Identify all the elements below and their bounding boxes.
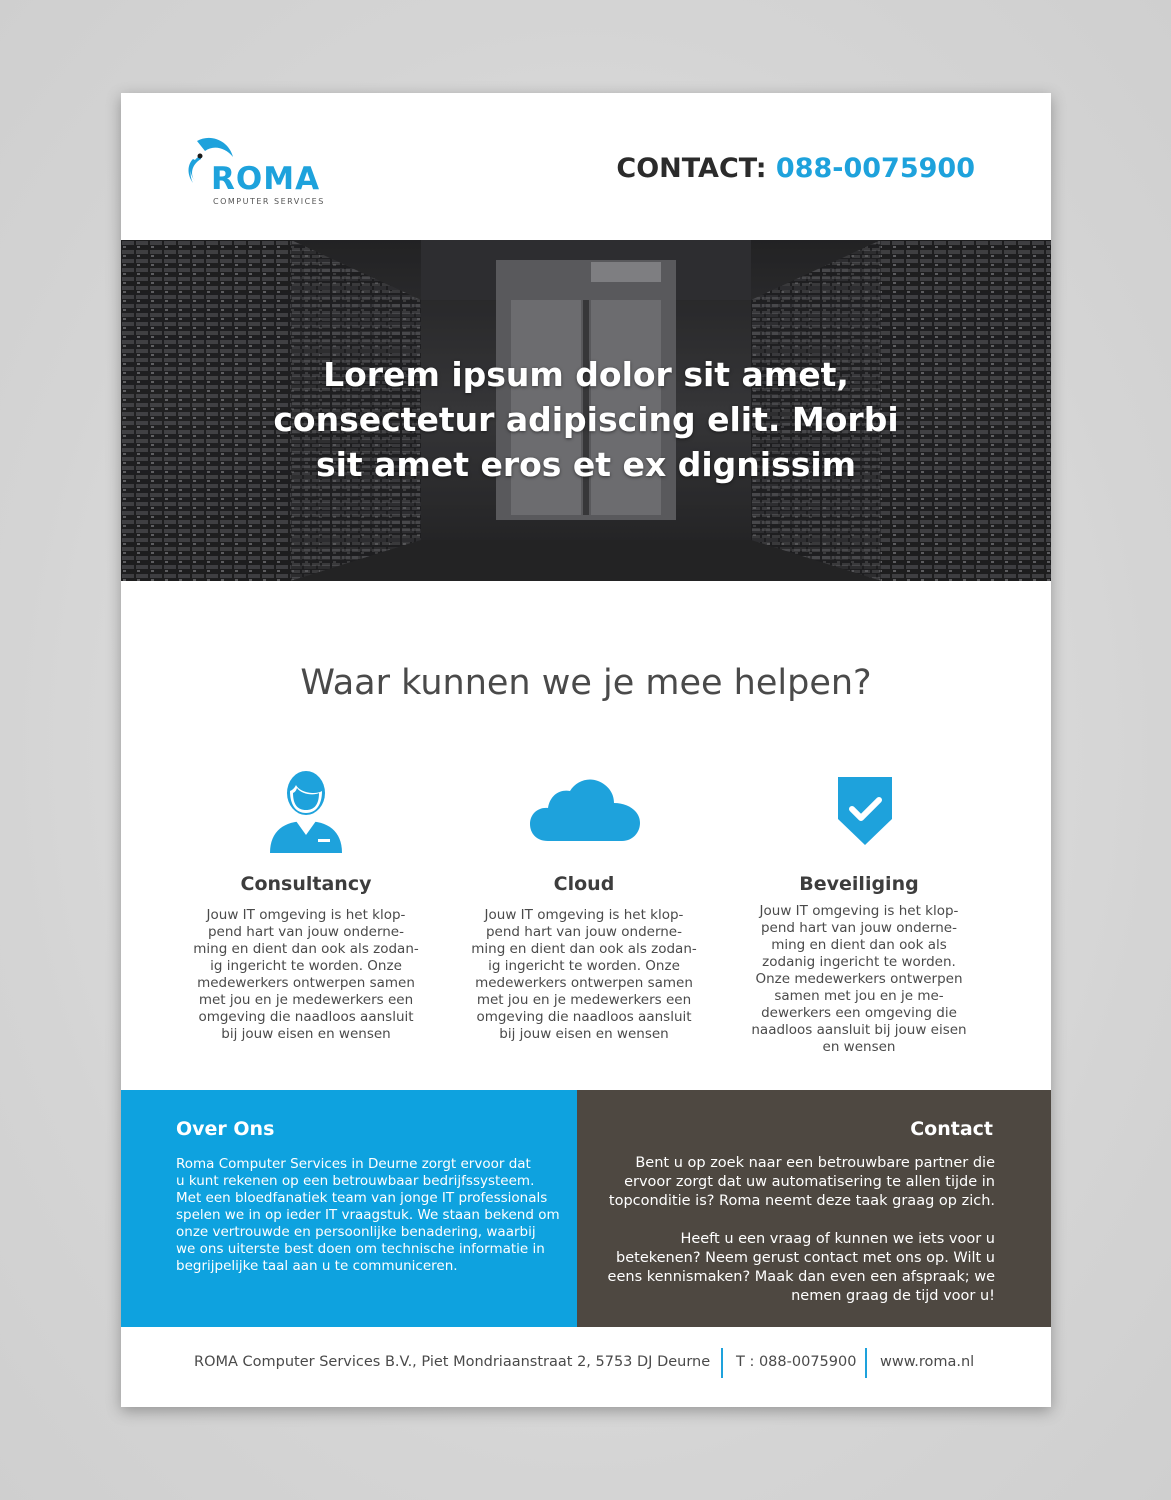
logo-tagline: COMPUTER SERVICES	[213, 197, 325, 206]
footer-address: ROMA Computer Services B.V., Piet Mondriaanstraat 2, 5753 DJ Deurne	[194, 1354, 711, 1370]
service-consultancy	[181, 765, 431, 1042]
contact-panel	[577, 1090, 1051, 1327]
service-title: Cloud	[553, 873, 615, 895]
service-description: Jouw IT omgeving is het klop- pend hart van jouw onderne- ming en dient dan ook als zodan- ig ingericht te worden. Onze medewerkers ontwerpen samen met jou en je medewerkers een omgeving die naadloos aansluit bij jouw eisen en wensen	[471, 907, 697, 1042]
service-description: Jouw IT omgeving is het klop- pend hart van jouw onderne- ming en dient dan ook als zodanig ingericht te worden. Onze medewerkers ontwerpen samen met jou en je me- dewerkers een omgeving die naadloos aansluit bij jouw eisen en wensen	[751, 903, 967, 1055]
service-description: Jouw IT omgeving is het klop- pend hart van jouw onderne- ming en dient dan ook als zodan- ig ingericht te worden. Onze medewerkers ontwerpen samen met jou en je medewerkers een omgeving die naadloos aansluit bij jouw eisen en wensen	[193, 907, 419, 1042]
about-title: Over Ons	[176, 1118, 275, 1140]
contact-label: CONTACT:	[616, 153, 767, 184]
roma-logo	[181, 135, 331, 207]
contact-title: Contact	[910, 1118, 993, 1140]
service-beveiliging	[734, 765, 984, 1055]
header-contact	[616, 153, 975, 184]
hero-line: Lorem ipsum dolor sit amet,	[323, 355, 849, 394]
footer	[121, 1348, 1051, 1378]
services-heading: Waar kunnen we je mee helpen?	[300, 663, 872, 703]
flyer-page	[121, 93, 1051, 1407]
footer-divider	[865, 1348, 867, 1378]
hero-heading	[121, 352, 1051, 487]
shield-check-icon	[838, 777, 892, 845]
about-panel	[121, 1090, 577, 1327]
footer-website[interactable]: www.roma.nl	[880, 1354, 975, 1370]
cloud-icon	[530, 777, 640, 843]
hero-banner	[121, 240, 1051, 581]
footer-phone[interactable]: T : 088-0075900	[736, 1354, 857, 1370]
service-title: Beveiliging	[799, 873, 919, 895]
hero-line: consectetur adipiscing elit. Morbi	[273, 400, 899, 439]
service-cloud	[459, 765, 709, 1042]
contact-text: Bent u op zoek naar een betrouwbare partner die ervoor zorgt dat uw automatisering te allen tijde in topconditie is? Roma neemt deze taak graag op zich. Heeft u een vraag of kunnen we iets voor u betekenen? Neem gerust contact met ons op. Wilt u eens kennismaken? Maak dan even een afspraak; we nemen graag de tijd voor u!	[607, 1155, 995, 1304]
about-text: Roma Computer Services in Deurne zorgt ervoor dat u kunt rekenen op een betrouwbaar bedrijfssysteem. Met een bloedfanatiek team van jonge IT professionals spelen we in op ieder IT vraagstuk. We staan bekend om onze vertrouwde en persoonlijke benadering, waarbij we ons uiterste best doen om technische informatie in begrijpelijke taal aan u te communiceren.	[176, 1156, 560, 1274]
service-title: Consultancy	[240, 873, 372, 895]
hero-line: sit amet eros et ex dignissim	[315, 445, 857, 484]
contact-phone[interactable]: 088-0075900	[775, 153, 975, 184]
logo-name: ROMA	[211, 161, 321, 197]
footer-divider	[721, 1348, 723, 1378]
user-icon	[266, 765, 346, 855]
